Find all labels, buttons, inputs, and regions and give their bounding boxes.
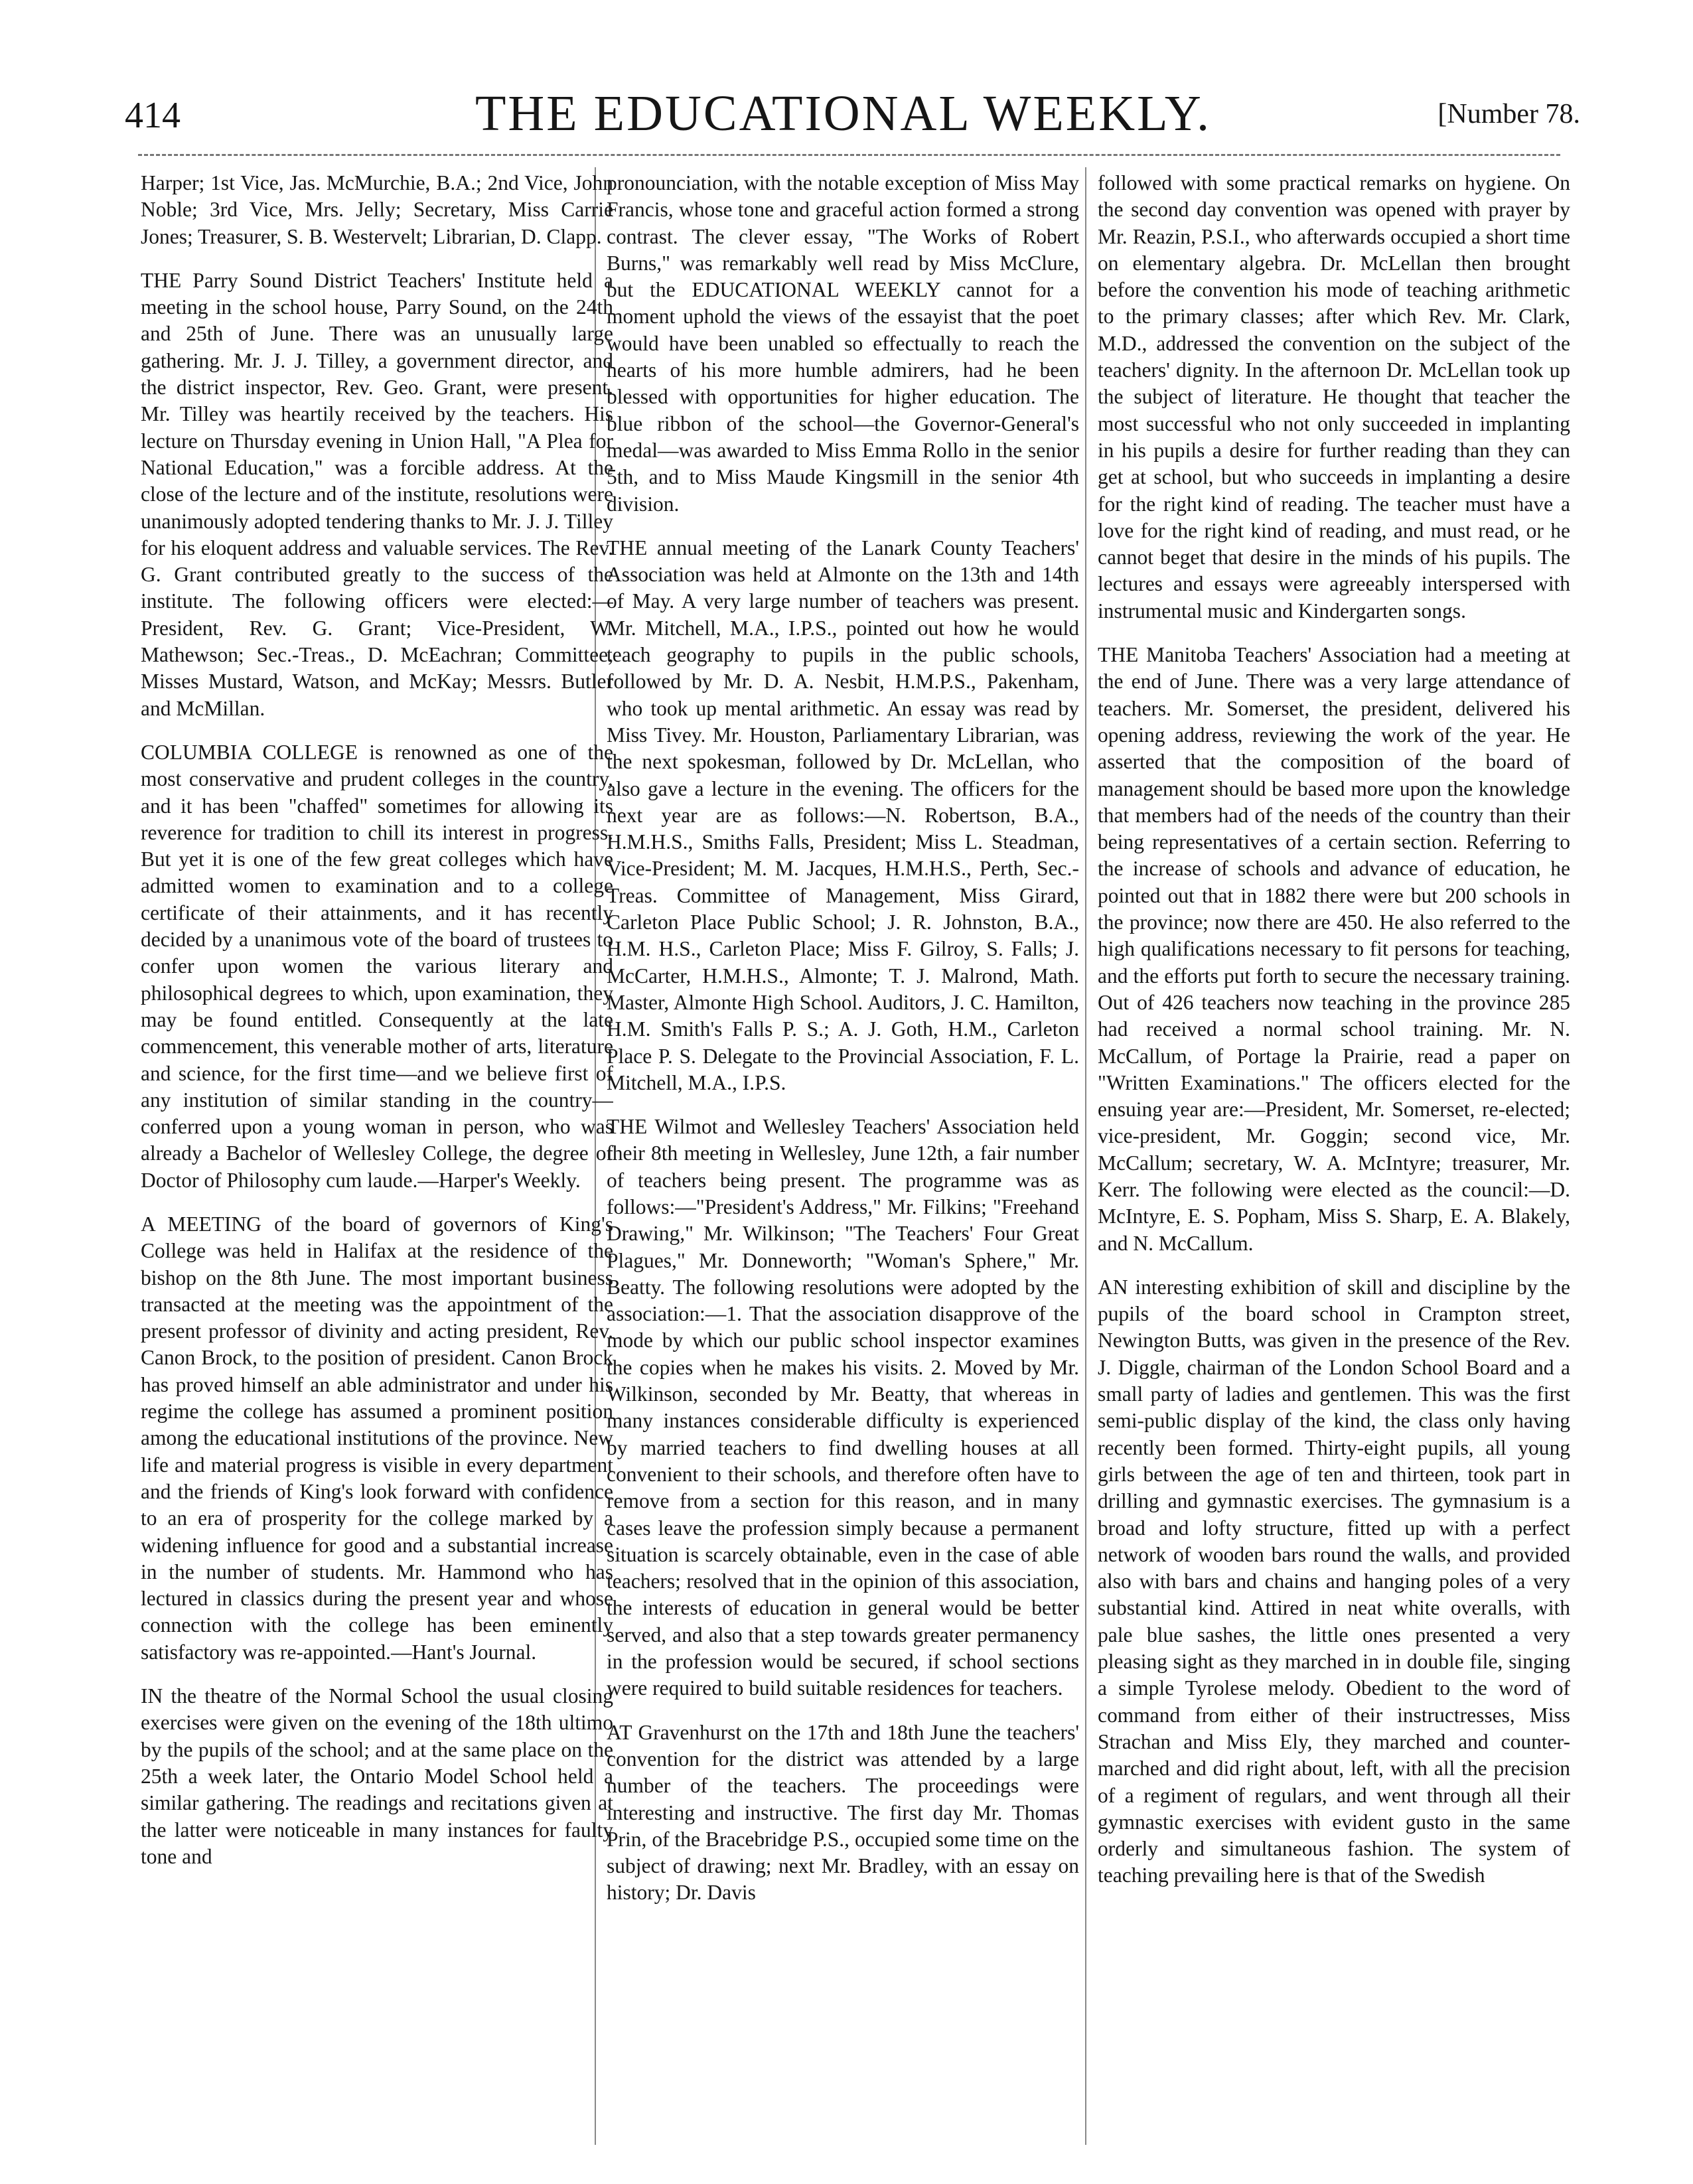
column-3 (1098, 170, 1570, 2134)
article-paragraph: COLUMBIA COLLEGE is renowned as one of the most conservative and prudent colleges in the country, and it has been "chaffed" sometimes for allowing its reverence for tradition to chill its interest in progress. But yet it is one of the few great colleges which have admitted women to examination and to a college certificate of their attainments, and it has recently decided by a unanimous vote of the board of trustees to confer upon women the various literary and philosophical degrees to which, upon examination, they may be found entitled. Consequently at the late commencement, this venerable mother of arts, literature and science, for the first time—and we believe first of any institution of similar standing in the country—conferred upon a young woman in person, who was already a Bachelor of Wellesley College, the degree of Doctor of Philosophy cum laude.—Harper's Weekly. (141, 740, 613, 1192)
header-rule (138, 154, 1560, 156)
issue-number: [Number 78. (1437, 99, 1580, 129)
article-paragraph: Harper; 1st Vice, Jas. McMurchie, B.A.; 2nd Vice, John Noble; 3rd Vice, Mrs. Jelly; Secretary, Miss Carrie Jones; Treasurer, S. B. Westervelt; Librarian, D. Clapp. (141, 171, 613, 248)
column-rule (1085, 167, 1086, 2145)
column-2 (607, 170, 1079, 2134)
article-paragraph: THE annual meeting of the Lanark County Teachers' Association was held at Almonte on the 13th and 14th of May. A very large number of teachers was present. Mr. Mitchell, M.A., I.P.S., pointed out how he would teach geography to pupils in the public schools, followed by Mr. D. A. Nesbit, H.M.P.S., Pakenham, who took up mental arithmetic. An essay was read by Miss Tivey. Mr. Houston, Parliamentary Librarian, was the next spokesman, followed by Dr. McLellan, who also gave a lecture in the evening. The officers for the next year are as follows:—N. Robertson, B.A., H.M.H.S., Smiths Falls, President; Miss L. Steadman, Vice-President; M. M. Jacques, H.M.H.S., Perth, Sec.-Treas. Committee of Management, Miss Girard, Carleton Place Public School; J. R. Johnston, B.A., H.M. H.S., Carleton Place; Miss F. Gilroy, S. Falls; J. McCarter, H.M.H.S., Almonte; T. J. Malrond, Math. Master, Almonte High School. Auditors, J. C. Hamilton, H.M. Smith's Falls P. S.; A. J. Goth, H.M., Carleton Place P. S. Delegate to the Provincial Association, F. L. Mitchell, M.A., I.P.S. (607, 536, 1079, 1094)
publication-title: THE EDUCATIONAL WEEKLY. (475, 86, 1212, 141)
article-paragraph: A MEETING of the board of governors of King's College was held in Halifax at the residence of the bishop on the 8th June. The most important business transacted at the meeting was the appointment of the present professor of divinity and acting president, Rev. Canon Brock, to the position of president. Canon Brock has proved himself an able administrator and under his regime the college has assumed a prominent position among the educational institutions of the province. New life and material progress is visible in every department and the friends of King's look forward with confidence to an era of prosperity for the college marked by a widening influence for good and a substantial increase in the number of students. Mr. Hammond who has lectured in classics during the present year and whose connection with the college has been eminently satisfactory was re-appointed.—Hant's Journal. (141, 1212, 613, 1664)
column-1 (141, 170, 613, 2134)
article-paragraph: THE Parry Sound District Teachers' Institute held a meeting in the school house, Parry Sound, on the 24th and 25th of June. There was an unusually large gathering. Mr. J. J. Tilley, a government director, and the district inspector, Rev. Geo. Grant, were present. Mr. Tilley was heartily received by the teachers. His lecture on Thursday evening in Union Hall, "A Plea for National Education," was a forcible address. At the close of the lecture and of the institute, resolutions were unanimously adopted tendering thanks to Mr. J. J. Tilley for his eloquent address and valuable services. The Rev. G. Grant contributed greatly to the success of the institute. The following officers were elected:—President, Rev. G. Grant; Vice-President, W. Mathewson; Sec.-Treas., D. McEachran; Committee, Misses Mustard, Watson, and McKay; Messrs. Butler and McMillan. (141, 268, 613, 720)
article-paragraph: AT Gravenhurst on the 17th and 18th June the teachers' convention for the district was attended by a large number of the teachers. The proceedings were interesting and instructive. The first day Mr. Thomas Prin, of the Bracebridge P.S., occupied some time on the subject of drawing; next Mr. Bradley, with an essay on history; Dr. Davis (607, 1720, 1079, 1905)
article-paragraph: THE Wilmot and Wellesley Teachers' Association held their 8th meeting in Wellesley, June 12th, a fair number of teachers being present. The programme was as follows:—"President's Address," Mr. Filkins; "Freehand Drawing," Mr. Wilkinson; "The Teachers' Four Great Plagues," Mr. Donneworth; "Woman's Sphere," Mr. Beatty. The following resolutions were adopted by the association:—1. That the association disapprove of the mode by which our public school inspector examines the copies when he makes his visits. 2. Moved by Mr. Wilkinson, seconded by Mr. Beatty, that whereas in many instances considerable difficulty is experienced by married teachers to find dwelling houses at all convenient to their schools, and therefore often have to remove from a section for this reason, and in many cases leave the profession simply because a permanent situation is scarcely obtainable, even in the case of able teachers; resolved that in the opinion of this association, the interests of education in general would be better served, and also that a step towards greater permanency in the profession would be secured, if school sections were required to build suitable residences for teachers. (607, 1115, 1079, 1700)
article-paragraph: AN interesting exhibition of skill and discipline by the pupils of the board school in Crampton street, Newington Butts, was given in the presence of the Rev. J. Diggle, chairman of the London School Board and a small party of ladies and gentlemen. This was the first semi-public display of the kind, the class only having recently been formed. Thirty-eight pupils, all young girls between the age of ten and thirteen, took part in drilling and gymnastic exercises. The gymnasium is a broad and lofty structure, fitted up with a perfect network of wooden bars round the walls, and provided also with bars and chains and hanging poles of a very substantial kind. Attired in neat white overalls, with pale blue sashes, the little ones presented a very pleasing sight as they marched in in double file, singing a simple Tyrolese melody. Obedient to the word of command from either of their instructresses, Miss Strachan and Miss Ely, they marched and counter-marched and did right about, left, with all the precision of a regiment of regulars, and went through all their gymnastic exercises with evident gusto in the same orderly and simultaneous fashion. The system of teaching prevailing here is that of the Swedish (1098, 1275, 1570, 1887)
article-paragraph: THE Manitoba Teachers' Association had a meeting at the end of June. There was a very large attendance of teachers. Mr. Somerset, the president, delivered his opening address, reviewing the work of the year. He asserted that the composition of the board of management should be based more upon the knowledge that members had of the needs of the country than their being representatives of a certain section. Referring to the increase of schools and advance of education, he pointed out that in 1882 there were but 200 schools in the province; now there are 450. He also referred to the high qualifications necessary to fit persons for teaching, and the efforts put forth to secure the necessary training. Out of 426 teachers now teaching in the province 285 had received a normal school training. Mr. N. McCallum, of Portage la Prairie, read a paper on "Written Examinations." The officers elected for the ensuing year are:—President, Mr. Somerset, re-elected; vice-president, Mr. Goggin; second vice, Mr. McCallum; secretary, W. A. McIntyre; treasurer, Mr. Kerr. The following were elected as the council:—D. McIntyre, E. S. Popham, Miss S. Sharp, E. A. Blakely, and N. McCallum. (1098, 643, 1570, 1255)
article-paragraph: followed with some practical remarks on hygiene. On the second day convention was opened with prayer by Mr. Reazin, P.S.I., who afterwards occupied a short time on elementary algebra. Dr. McLellan then brought before the convention his mode of teaching arithmetic to the primary classes; after which Rev. Mr. Clark, M.D., addressed the convention on the subject of the teachers' dignity. In the afternoon Dr. McLellan took up the subject of literature. He thought that teacher the most successful who not only succeeded in implanting in his pupils a desire for further reading than they can get at school, but who succeeds in implanting a desire for the right kind of reading. The teacher must have a love for the right kind of reading, and must read, or he cannot beget that desire in the minds of his pupils. The lectures and essays were agreeably interspersed with instrumental music and Kindergarten songs. (1098, 171, 1570, 622)
page-header (106, 85, 1580, 145)
article-paragraph: IN the theatre of the Normal School the usual closing exercises were given on the evening of the 18th ultimo by the pupils of the school; and at the same place on the 25th a week later, the Ontario Model School held a similar gathering. The readings and recitations given at the latter were noticeable in many instances for faulty tone and (141, 1684, 613, 1868)
page-number: 414 (125, 95, 181, 136)
article-paragraph: pronounciation, with the notable exception of Miss May Francis, whose tone and graceful action formed a strong contrast. The clever essay, "The Works of Robert Burns," was remarkably well read by Miss McClure, but the EDUCATIONAL WEEKLY cannot for a moment uphold the views of the essayist that the poet would have been unabled so effectually to reach the hearts of his more humble admirers, had he been blessed with opportunities for higher education. The blue ribbon of the school—the Governor-General's medal—was awarded to Miss Emma Rollo in the senior 5th, and to Miss Maude Kingsmill in the senior 4th division. (607, 171, 1079, 516)
